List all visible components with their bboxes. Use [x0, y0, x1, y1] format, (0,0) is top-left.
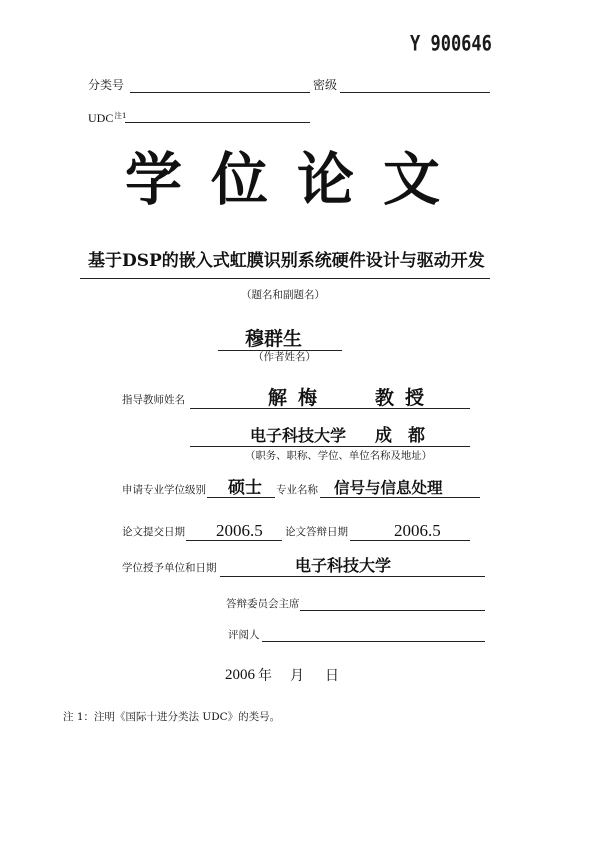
classification-field-line: [130, 92, 310, 93]
defense-date-label: 论文答辩日期: [285, 526, 348, 538]
reviewer-label: 评阅人: [228, 629, 260, 641]
classification-label: 分类号: [88, 78, 125, 92]
document-number: Y 900646: [410, 31, 492, 57]
supervisor-institution: 电子科技大学: [250, 426, 347, 445]
supervisor-location: 成都: [375, 426, 441, 446]
defense-date-line: [350, 540, 470, 541]
reviewer-line: [262, 641, 485, 642]
supervisor-name: 解梅: [268, 387, 329, 409]
defense-date-value: 2006.5: [394, 521, 441, 540]
udc-label: [88, 112, 127, 124]
thesis-title-underline: [80, 278, 490, 279]
thesis-title-caption: （题名和副题名）: [241, 289, 325, 301]
udc-text: UDC: [88, 111, 114, 125]
major-line: [320, 497, 480, 498]
secrecy-label: 密级: [313, 78, 338, 92]
major-value: 信号与信息处理: [334, 478, 443, 497]
supervisor-title: 教授: [375, 387, 436, 409]
submission-date-line: [186, 540, 282, 541]
udc-note-mark: 注1: [114, 111, 127, 120]
footnote: 注 1：注明《国际十进分类法 UDC》的类号。: [63, 711, 281, 723]
thesis-title: 基于DSP的嵌入式虹膜识别系统硬件设计与驱动开发: [88, 251, 485, 271]
degree-level-value: 硕士: [228, 478, 262, 498]
author-caption: （作者姓名）: [253, 351, 316, 363]
document-type-title: 学位论文: [125, 146, 469, 213]
submission-date-label: 论文提交日期: [122, 526, 185, 538]
supervisor-label: 指导教师姓名: [122, 394, 185, 406]
submission-date-value: 2006.5: [216, 521, 263, 540]
major-label: 专业名称: [276, 484, 318, 496]
signing-year-unit: 年: [258, 668, 272, 684]
signing-year: 2006: [225, 667, 255, 683]
conferral-label: 学位授予单位和日期: [122, 562, 217, 574]
conferral-line: [220, 576, 485, 577]
supervisor-caption: （职务、职称、学位、单位名称及地址）: [245, 450, 433, 462]
supervisor-affiliation-line: [190, 446, 470, 447]
signing-day-unit: 日: [325, 668, 339, 684]
signing-month-unit: 月: [290, 668, 304, 684]
degree-level-label: 申请专业学位级别: [122, 484, 206, 496]
author-name: 穆群生: [245, 328, 303, 350]
conferral-institution: 电子科技大学: [295, 556, 392, 575]
committee-chair-line: [300, 610, 485, 611]
secrecy-field-line: [340, 92, 490, 93]
udc-field-line: [125, 122, 310, 123]
committee-chair-label: 答辩委员会主席: [226, 598, 300, 610]
